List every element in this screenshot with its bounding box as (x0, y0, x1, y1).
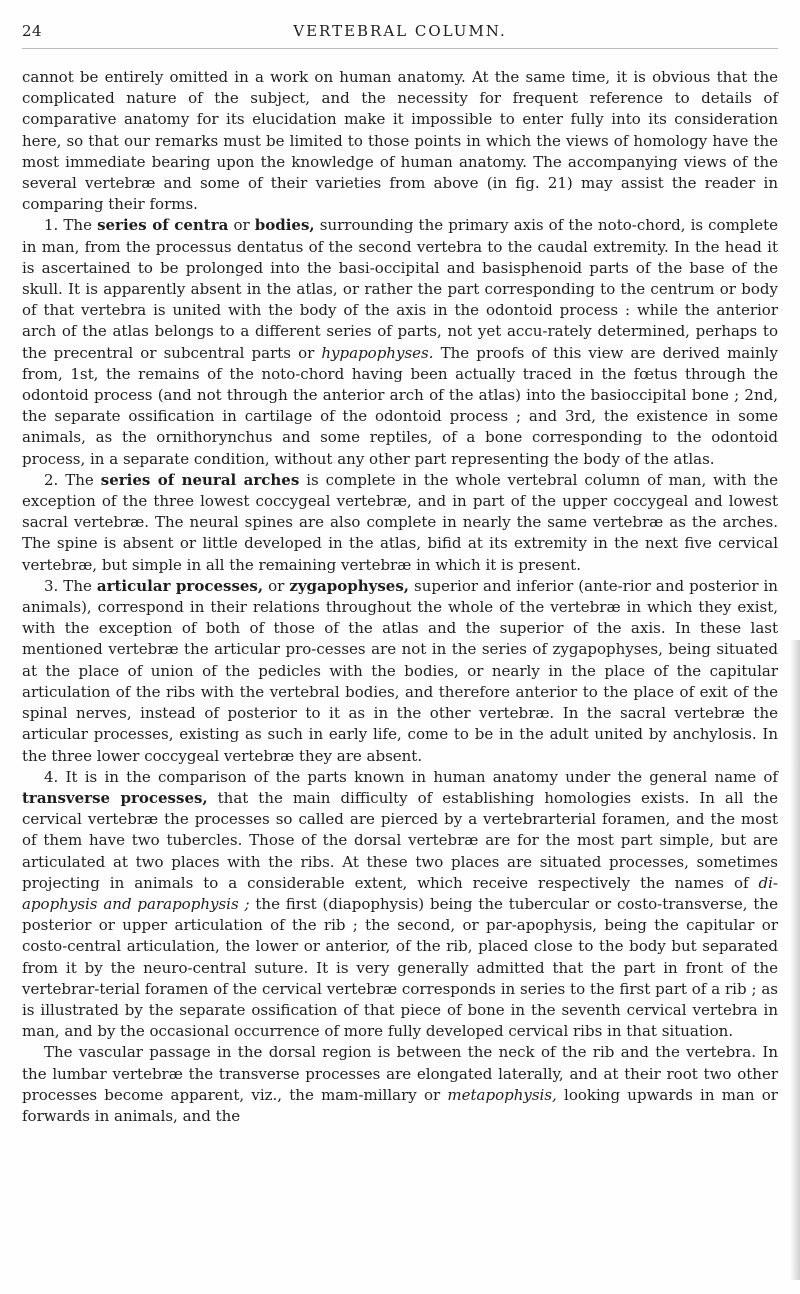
term-articular-processes: articular processes, (96, 576, 264, 595)
paragraph-intro: cannot be entirely omitted in a work on human anatomy. At the same time, it is obvious that the complicated nature of the subject, and the necessity for frequent reference to details of comparative anatomy for its elucidation make it impossible to enter fully into its consideration here, so that our remarks must be limited to those points in which the views of homology have the most immediate bearing upon the knowledge of human anatomy. The accompanying views of the several vertebræ and some of their varieties from above (in fig. 21) may assist the reader in comparing their forms. (22, 68, 778, 214)
page-edge-shadow (790, 640, 800, 1280)
term-series-of-centra: series of centra (97, 216, 229, 235)
term-hypapophyses: hypapophyses. (321, 343, 434, 362)
paragraph-2-number: 2. The (44, 470, 94, 489)
body-text (22, 67, 778, 1127)
paragraph-5-text-b: looking upwards in man or forwards in animals, and the (22, 1085, 778, 1125)
paragraph-1-text-a: surrounding the primary axis of the noto-chord, is complete in man, from the processus dentatus of the second vertebra to the caudal extremity. In the head it is ascertained to be prolonged into the basi-occipital and basisphenoid parts of the base of the skull. It is apparently absent in the atlas, or rather the part corresponding to the centrum or body of that vertebra is united with the body of the axis in the odontoid process : while the anterior arch of the atlas belongs to a different series of parts, not yet accu-rately determined, perhaps to the precentral or subcentral parts or (22, 216, 778, 362)
paragraph-3-or: or (268, 576, 285, 595)
term-transverse-processes: transverse processes, (22, 788, 208, 807)
term-parapophysis: parapophysis ; (137, 894, 250, 913)
paragraph-1-number: 1. The (44, 216, 92, 235)
term-series-of-neural-arches: series of neural arches (100, 470, 300, 489)
term-diapophysis: di-apophysis (22, 873, 778, 913)
paragraph-4-text-b: that the main difficulty of establishing homologies exists. In all the cervical vertebræ the processes so called are pierced by a vertebrarterial foramen, and the most of them have two tubercles. Those of the dorsal vertebræ are for the most part simple, but are articulated at two places with the ribs. At these two places are situated processes, sometimes projecting in animals to a considerable extent, which receive respectively the names of (22, 788, 779, 892)
paragraph-5-text-a: The vascular passage in the dorsal region is between the neck of the rib and the vertebra. In the lumbar vertebræ the transverse processes are elongated laterally, and at their root two other processes become apparent, viz., the mam-millary or (22, 1043, 778, 1104)
paragraph-4 (22, 767, 778, 1043)
term-bodies: bodies, (254, 216, 315, 235)
paragraph-1 (22, 215, 778, 469)
paragraph-3 (22, 576, 778, 767)
paragraph-4-and: and (103, 894, 132, 913)
paragraph-3-number: 3. The (44, 576, 92, 595)
page-number: 24 (22, 22, 43, 40)
term-zygapophyses: zygapophyses, (289, 576, 410, 595)
paragraph-2 (22, 470, 778, 576)
paragraph-5 (22, 1042, 778, 1127)
term-metapophysis: metapophysis, (447, 1085, 557, 1104)
running-title: VERTEBRAL COLUMN. (293, 22, 507, 40)
header-rule (22, 48, 778, 49)
paragraph-2-text: is complete in the whole vertebral column of man, with the exception of the three lowest coccygeal vertebræ, and in part of the upper coccygeal and lowest sacral vertebræ. The neural spines are also complete in nearly the same vertebræ as the arches. The spine is absent or little developed in the atlas, bifid at its extremity in the next five cervical vertebræ, but simple in all the remaining vertebræ in which it is present. (22, 470, 778, 574)
running-head (22, 22, 778, 46)
paragraph-4-text-c: the first (diapophysis) being the tubercular or costo-transverse, the posterior or upper articulation of the rib ; the second, or par-apophysis, being the capitular or costo-central articulation, the lower or anterior, of the rib, placed close to the body but separated from it by the neuro-central suture. It is very generally admitted that the part in front of the vertebrar-terial foramen of the cervical vertebræ corresponds in series to the first part of a rib ; as is illustrated by the separate ossification of that piece of bone in the seventh cervical vertebra in man, and by the occasional occurrence of more fully developed cervical ribs in that situation. (22, 894, 778, 1041)
paragraph-1-or: or (233, 216, 250, 235)
paragraph-4-text-a: 4. It is in the comparison of the parts known in human anatomy under the general name of (44, 767, 778, 786)
paragraph-1-text-b: The proofs of this view are derived mainly from, 1st, the remains of the noto-chord having been actually traced in the fœtus through the odontoid process (and not through the anterior arch of the atlas) into the basioccipital bone ; 2nd, the separate ossification in cartilage of the odontoid process ; and 3rd, the existence in some animals, as the ornithorynchus and some reptiles, of a bone corresponding to the odontoid process, in a separate condition, without any other part representing the body of the atlas. (22, 343, 778, 468)
paragraph-3-text: superior and inferior (ante-rior and posterior in animals), correspond in their relations throughout the whole of the vertebræ in which they exist, with the exception of both of those of the atlas and the superior of the axis. In these last mentioned vertebræ the articular pro-cesses are not in the series of zygapophyses, being situated at the place of union of the pedicles with the bodies, or nearly in the place of the capitular articulation of the ribs with the vertebral bodies, and therefore anterior to the place of exit of the spinal nerves, instead of posterior to it as in the other vertebræ. In the sacral vertebræ the articular processes, existing as such in early life, come to be in the adult united by anchylosis. In the three lower coccygeal vertebræ they are absent. (22, 576, 778, 765)
